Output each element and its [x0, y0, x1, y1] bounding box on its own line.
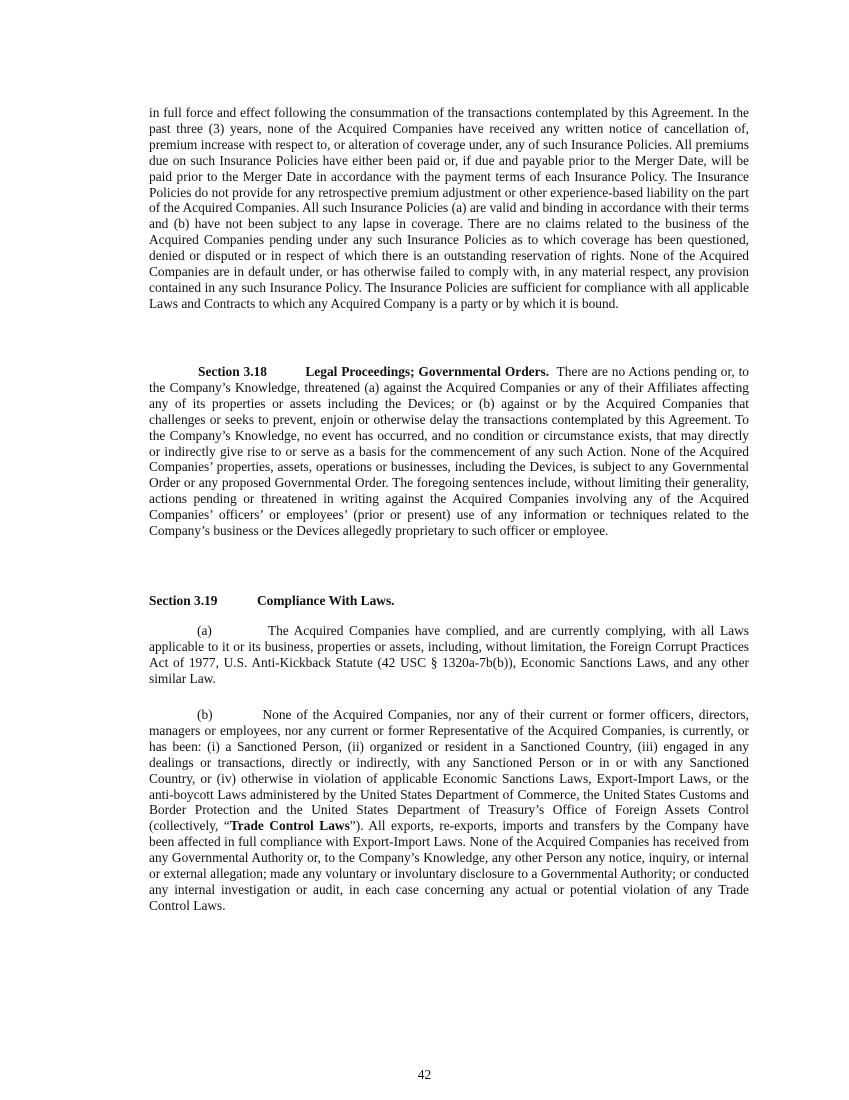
section-3-18-title: Legal Proceedings; Governmental Orders. — [305, 364, 550, 379]
section-3-18-body: There are no Actions pending or, to the Company’s Knowledge, threatened (a) against the Acquired Companies or any of their Affiliates affecting any of its properties or assets including the Devices; or (b) against or by the Acquired Companies that challenges or seeks to prevent, enjoin or otherwise delay the transactions contemplated by this Agreement. To the Company’s Knowledge, no event has occurred, and no condition or circumstance exists, that may directly or indirectly give rise to or serve as a basis for the commencement of any such Action. None of the Acquired Companies’ properties, assets, operations or businesses, including the Devices, is subject to any Governmental Order or any proposed Governmental Order. The foregoing sentences include, without limiting their generality, actions pending or threatened in writing against the Acquired Companies involving any of the Acquired Companies’ officers’ or employees’ (prior or present) use of any information or techniques related to the Company’s business or the Devices allegedly proprietary to such officer or employee. — [149, 364, 749, 539]
paragraph-insurance-continued: in full force and effect following the consummation of the transactions contemplated by this Agreement. In the past three (3) years, none of the Acquired Companies have received any written notice of cancellation of, premium increase with respect to, or alteration of coverage under, any of such Insurance Policies. All premiums due on such Insurance Policies have either been paid or, if due and payable prior to the Merger Date, will be paid prior to the Merger Date in accordance with the payment terms of each Insurance Policy. The Insurance Policies do not provide for any retrospective premium adjustment or other experience-based liability on the part of the Acquired Companies. All such Insurance Policies (a) are valid and binding in accordance with their terms and (b) have not been subject to any lapse in coverage. There are no claims related to the business of the Acquired Companies pending under any such Insurance Policies as to which coverage has been questioned, denied or disputed or in respect of which there is an outstanding reservation of rights. None of the Acquired Companies are in default under, or has otherwise failed to comply with, in any material respect, any provision contained in any such Insurance Policy. The Insurance Policies are sufficient for compliance with all applicable Laws and Contracts to which any Acquired Company is a party or by which it is bound. — [149, 105, 749, 311]
section-3-18-number: Section 3.18 — [198, 364, 267, 379]
page-number: 42 — [417, 1067, 432, 1082]
section-3-19-title: Compliance With Laws. — [257, 593, 395, 608]
clause-a-label: (a) — [197, 623, 212, 638]
clause-b-label: (b) — [197, 707, 213, 722]
section-3-19-a-paragraph — [149, 623, 749, 687]
section-3-19-heading — [149, 593, 749, 609]
section-3-19-number: Section 3.19 — [149, 593, 218, 608]
clause-a-body: The Acquired Companies have complied, and are currently complying, with all Laws applicable to it or its business, properties or assets, including, without limitation, the Foreign Corrupt Practices Act of 1977, U.S. Anti-Kickback Statute (42 USC § 1320a-7b(b)), Economic Sanctions Laws, and any other similar Law. — [149, 623, 749, 686]
section-3-19-b-paragraph — [149, 707, 749, 914]
defined-term-trade-control-laws: Trade Control Laws — [229, 818, 350, 834]
clause-b-body-2: ”). All exports, re-exports, imports and transfers by the Company have been affected in full compliance with Export-Import Laws. None of the Acquired Companies has received from any Governmental Authority or, to the Company’s Knowledge, any other Person any notice, inquiry, or internal or external allegation; made any voluntary or involuntary disclosure to a Governmental Authority; or conducted any internal investigation or audit, in each case concerning any actual or potential violation of any Trade Control Laws. — [149, 818, 749, 913]
clause-b-body-1: None of the Acquired Companies, nor any of their current or former officers, directors, managers or employees, nor any current or former Representative of the Acquired Companies, is currently, or has been: (i) a Sanctioned Person, (ii) organized or resident in a Sanctioned Country, (iii) engaged in any dealings or transactions, directly or indirectly, with any Sanctioned Person or in or with any Sanctioned Country, or (iv) otherwise in violation of applicable Economic Sanctions Laws, Export-Import Laws, or the anti-boycott Laws administered by the United States Department of Commerce, the United States Customs and Border Protection and the United States Department of Treasury’s Office of Foreign Assets Control (collectively, “ — [149, 707, 749, 834]
section-3-18-paragraph — [149, 364, 749, 539]
